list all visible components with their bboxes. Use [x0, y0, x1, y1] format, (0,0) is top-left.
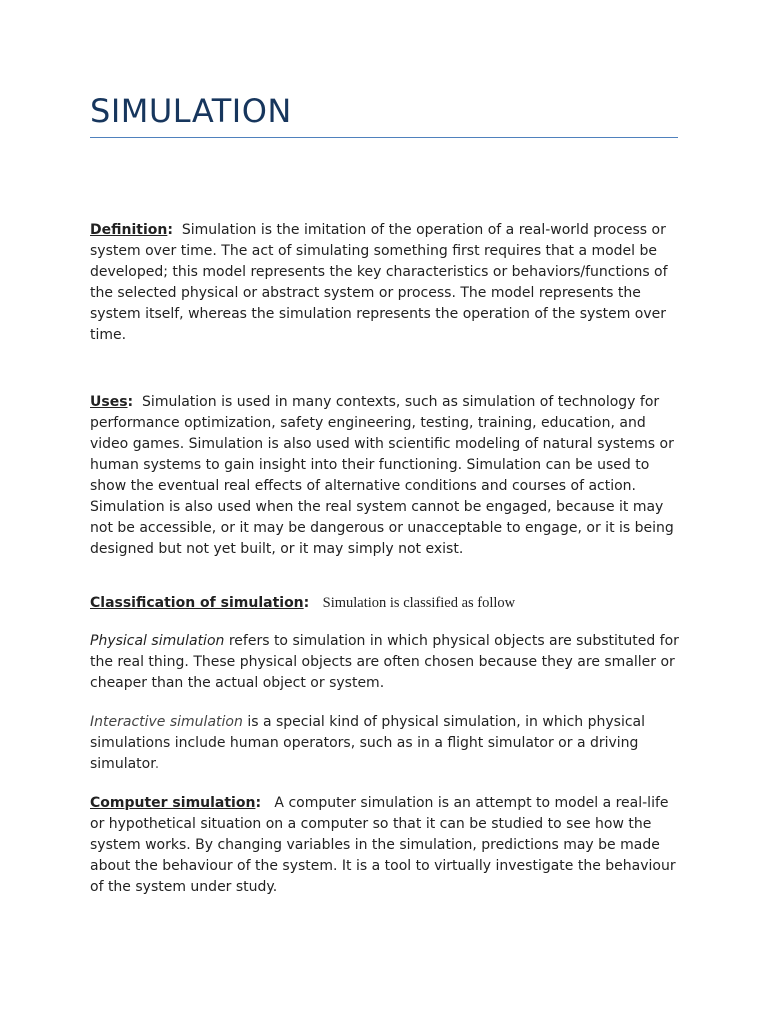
interactive-simulation-paragraph [90, 712, 680, 775]
computer-simulation-paragraph [90, 793, 680, 898]
title-divider [90, 137, 678, 138]
computer-simulation-colon: : [255, 795, 262, 811]
uses-colon: : [127, 394, 134, 410]
definition-text: Simulation is the imitation of the operation of a real-world process or system over time. The act of simulating something first requires that a model be developed; this model represents the key characteristics or behaviors/functions of the selected physical or abstract system or process. The model represents the system itself, whereas the simulation represents the operation of the system over time. [90, 222, 668, 343]
classification-paragraph [90, 593, 680, 614]
uses-paragraph [90, 392, 680, 560]
physical-simulation-paragraph [90, 631, 680, 694]
interactive-simulation-period: . [154, 756, 160, 772]
definition-label: Definition [90, 222, 168, 238]
physical-simulation-text: refers to simulation in which physical objects are substituted for the real thing. These physical objects are often chosen because they are smaller or cheaper than the actual object or system. [90, 633, 679, 691]
interactive-simulation-term: Interactive simulation [90, 714, 243, 730]
interactive-simulation-text: is a special kind of physical simulation, in which physical simulations include human operators, such as in a flight simulator or a driving simulator [90, 714, 645, 772]
computer-simulation-label: Computer simulation [90, 795, 256, 811]
computer-simulation-text: A computer simulation is an attempt to model a real-life or hypothetical situation on a computer so that it can be studied to see how the system works. By changing variables in the simulation, predictions may be made about the behaviour of the system. It is a tool to virtually investigate the behaviour of the system under study. [90, 795, 676, 895]
uses-label: Uses [90, 394, 128, 410]
document-title: SIMULATION [90, 92, 292, 130]
definition-colon: : [167, 222, 173, 238]
classification-colon: : [303, 595, 310, 611]
uses-text: Simulation is used in many contexts, such as simulation of technology for performance optimization, safety engineering, testing, training, education, and video games. Simulation is also used with scientific modeling of natural systems or human systems to gain insight into their functioning. Simulation can be used to show the eventual real effects of alternative conditions and courses of action. Simulation is also used when the real system cannot be engaged, because it may not be accessible, or it may be dangerous or unacceptable to engage, or it is being designed but not yet built, or it may simply not exist. [90, 394, 674, 557]
classification-label: Classification of simulation [90, 595, 304, 611]
classification-text: Simulation is classified as follow [322, 595, 516, 611]
physical-simulation-term: Physical simulation [90, 633, 225, 649]
definition-paragraph [90, 220, 680, 346]
